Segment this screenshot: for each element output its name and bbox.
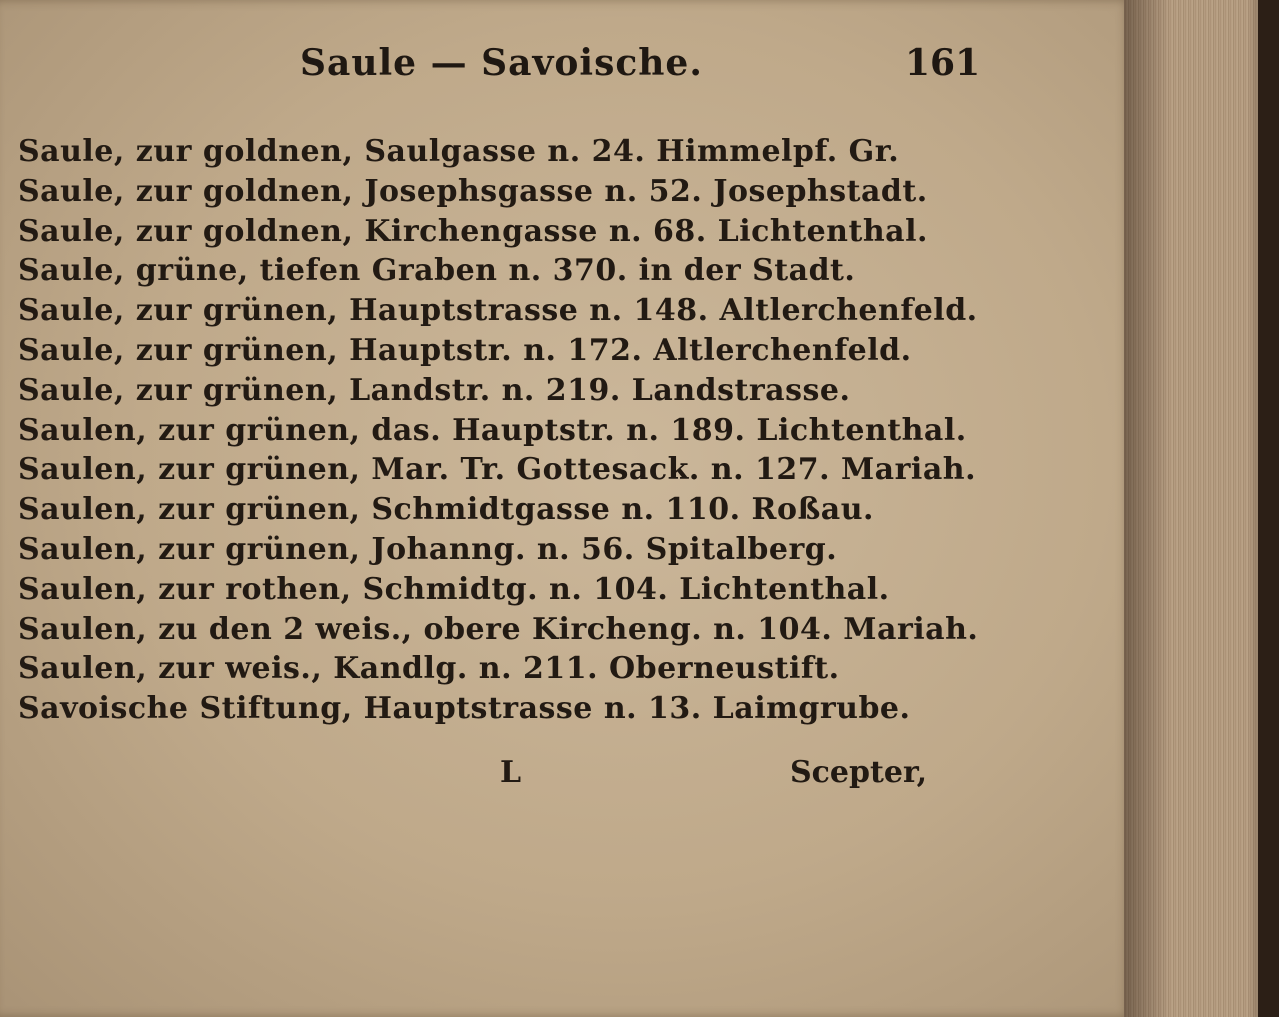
list-item: Saulen, zur rothen, Schmidtg. n. 104. Lichtenthal. — [18, 571, 890, 607]
list-item: Savoische Stiftung, Hauptstrasse n. 13. Laimgrube. — [18, 691, 911, 727]
list-item: Saule, zur grünen, Landstr. n. 219. Landstrasse. — [18, 372, 851, 408]
list-item: Saulen, zur grünen, Johanng. n. 56. Spitalberg. — [18, 531, 838, 567]
page-block-edge — [1124, 0, 1279, 1017]
list-item: Saule, grüne, tiefen Graben n. 370. in der Stadt. — [18, 253, 856, 289]
running-head: Saule — Savoische. — [300, 42, 703, 84]
list-item: Saule, zur goldnen, Kirchengasse n. 68. Lichtenthal. — [18, 213, 928, 249]
list-item: Saulen, zur weis., Kandlg. n. 211. Oberneustift. — [18, 651, 840, 687]
list-item: Saulen, zu den 2 weis., obere Kircheng. n. 104. Mariah. — [18, 611, 979, 647]
list-item: Saulen, zur grünen, Mar. Tr. Gottesack. n. 127. Mariah. — [18, 452, 977, 488]
book-spine — [1258, 0, 1279, 1017]
directory-entries — [18, 132, 1018, 729]
list-item: Saule, zur goldnen, Saulgasse n. 24. Himmelpf. Gr. — [18, 134, 900, 169]
list-item: Saulen, zur grünen, Schmidtgasse n. 110. Roßau. — [18, 492, 874, 528]
list-item: Saule, zur goldnen, Josephsgasse n. 52. Josephstadt. — [18, 173, 928, 209]
page-header — [0, 42, 1132, 102]
page-footer — [0, 755, 1132, 805]
list-item: Saule, zur grünen, Hauptstrasse n. 148. Altlerchenfeld. — [18, 293, 978, 329]
list-item: Saule, zur grünen, Hauptstr. n. 172. Altlerchenfeld. — [18, 332, 912, 368]
signature-mark: L — [500, 755, 522, 790]
catchword: Scepter, — [790, 755, 928, 790]
page-number: 161 — [905, 42, 981, 84]
list-item: Saulen, zur grünen, das. Hauptstr. n. 189. Lichtenthal. — [18, 412, 967, 448]
